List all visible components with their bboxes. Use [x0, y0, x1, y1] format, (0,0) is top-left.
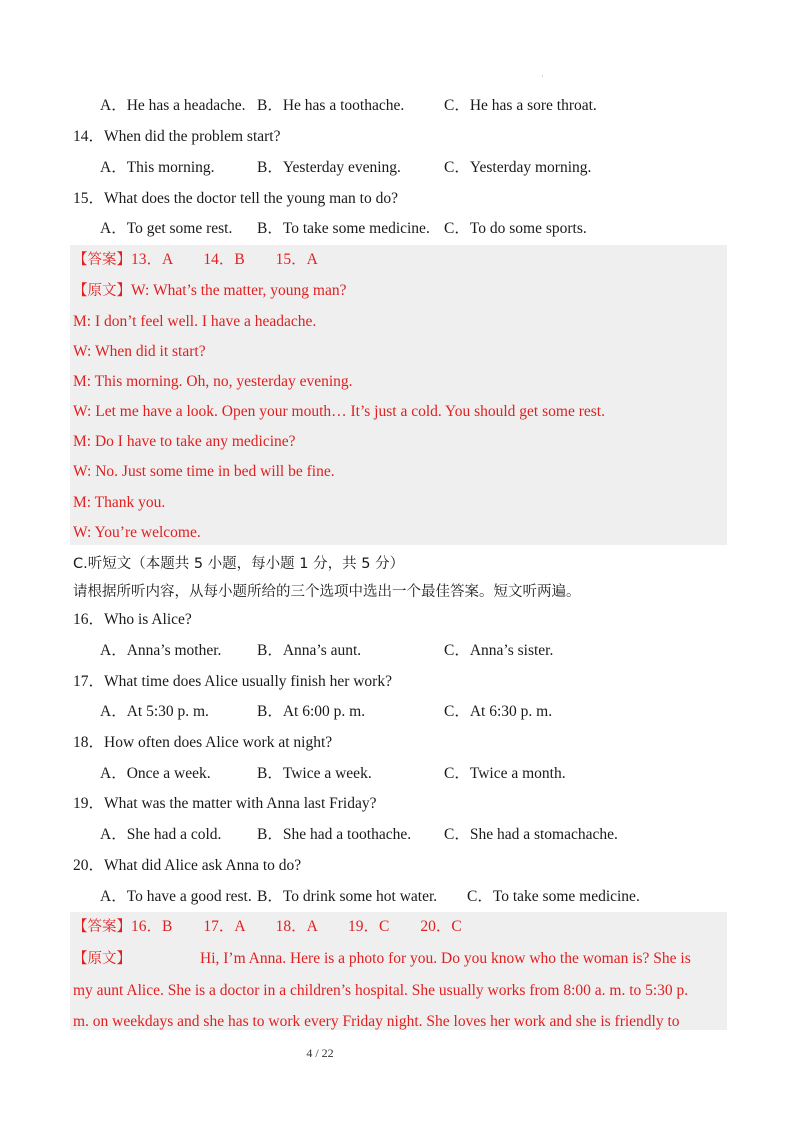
transcript-1-line: W: When did it start?	[73, 343, 206, 360]
q15-option-a: A．To get some rest.	[100, 220, 233, 237]
q14-option-c: C．Yesterday morning.	[444, 159, 592, 176]
q18-option-a: A．Once a week.	[100, 765, 211, 782]
section-c-instruction: 请根据所听内容，从每小题所给的三个选项中选出一个最佳答案。短文听两遍。	[73, 584, 581, 600]
transcript-1-first-line: W: What’s the matter, young man?	[131, 282, 347, 299]
transcript-1-line: M: Thank you.	[73, 494, 166, 511]
q14-option-b: B．Yesterday evening.	[257, 159, 401, 176]
transcript-1-label: 【原文】	[73, 283, 131, 299]
q16-option-b: B．Anna’s aunt.	[257, 642, 362, 659]
q16-option-a: A．Anna’s mother.	[100, 642, 222, 659]
q16-option-c: C．Anna’s sister.	[444, 642, 554, 659]
transcript-1-line: W: No. Just some time in bed will be fine.	[73, 463, 335, 480]
transcript-2-line: m. on weekdays and she has to work every Friday night. She loves her work and she is friendly to	[73, 1013, 680, 1030]
page-mark: ·	[541, 72, 544, 81]
answer-1	[73, 250, 727, 270]
q20-stem: 20．What did Alice ask Anna to do?	[73, 857, 302, 874]
q18-option-c: C．Twice a month.	[444, 765, 566, 782]
q20-option-c: C．To take some medicine.	[467, 888, 640, 905]
answer-2	[73, 917, 727, 937]
q18-stem: 18．How often does Alice work at night?	[73, 734, 333, 751]
transcript-1-line: M: This morning. Oh, no, yesterday evening.	[73, 373, 353, 390]
page-number: 4 / 22	[306, 1046, 334, 1060]
q15-stem: 15．What does the doctor tell the young man to do?	[73, 190, 398, 207]
q19-stem: 19．What was the matter with Anna last Friday?	[73, 795, 377, 812]
q17-option-b: B．At 6:00 p. m.	[257, 703, 366, 720]
transcript-1-line: W: Let me have a look. Open your mouth… It’s just a cold. You should get some rest.	[73, 403, 605, 420]
transcript-2	[73, 943, 713, 1037]
q17-option-c: C．At 6:30 p. m.	[444, 703, 553, 720]
answer-2-label: 【答案】	[73, 919, 131, 935]
answer-1-text: 13．A 14．B 15．A	[131, 251, 318, 268]
transcript-2-label: 【原文】	[73, 951, 131, 967]
q17-option-a: A．At 5:30 p. m.	[100, 703, 209, 720]
q15-option-b: B．To take some medicine.	[257, 220, 430, 237]
transcript-2-line: Hi, I’m Anna. Here is a photo for you. Do you know who the woman is? She is	[200, 950, 691, 967]
q19-option-b: B．She had a toothache.	[257, 826, 412, 843]
section-c-title: C.听短文（本题共 5 小题，每小题 1 分，共 5 分）	[73, 556, 405, 572]
q14-option-a: A．This morning.	[100, 159, 215, 176]
transcript-1-line: M: Do I have to take any medicine?	[73, 433, 296, 450]
transcript-1-line: M: I don’t feel well. I have a headache.	[73, 313, 317, 330]
q14-stem: 14．When did the problem start?	[73, 128, 281, 145]
q19-option-a: A．She had a cold.	[100, 826, 222, 843]
q20-option-b: B．To drink some hot water.	[257, 888, 438, 905]
answer-1-label: 【答案】	[73, 252, 131, 268]
q15-option-c: C．To do some sports.	[444, 220, 587, 237]
transcript-1-line: W: You’re welcome.	[73, 524, 201, 541]
q20-option-a: A．To have a good rest.	[100, 888, 252, 905]
q13-option-b: B．He has a toothache.	[257, 97, 405, 114]
answer-2-text: 16．B 17．A 18．A 19．C 20．C	[131, 918, 462, 935]
q17-stem: 17．What time does Alice usually finish her work?	[73, 673, 392, 690]
transcript-1-first	[73, 281, 727, 301]
q13-option-a: A．He has a headache.	[100, 97, 246, 114]
q13-option-c: C．He has a sore throat.	[444, 97, 597, 114]
transcript-2-line: my aunt Alice. She is a doctor in a children’s hospital. She usually works from 8:00 a. m. to 5:30 p.	[73, 982, 689, 999]
q18-option-b: B．Twice a week.	[257, 765, 372, 782]
q19-option-c: C．She had a stomachache.	[444, 826, 618, 843]
q16-stem: 16．Who is Alice?	[73, 611, 192, 628]
